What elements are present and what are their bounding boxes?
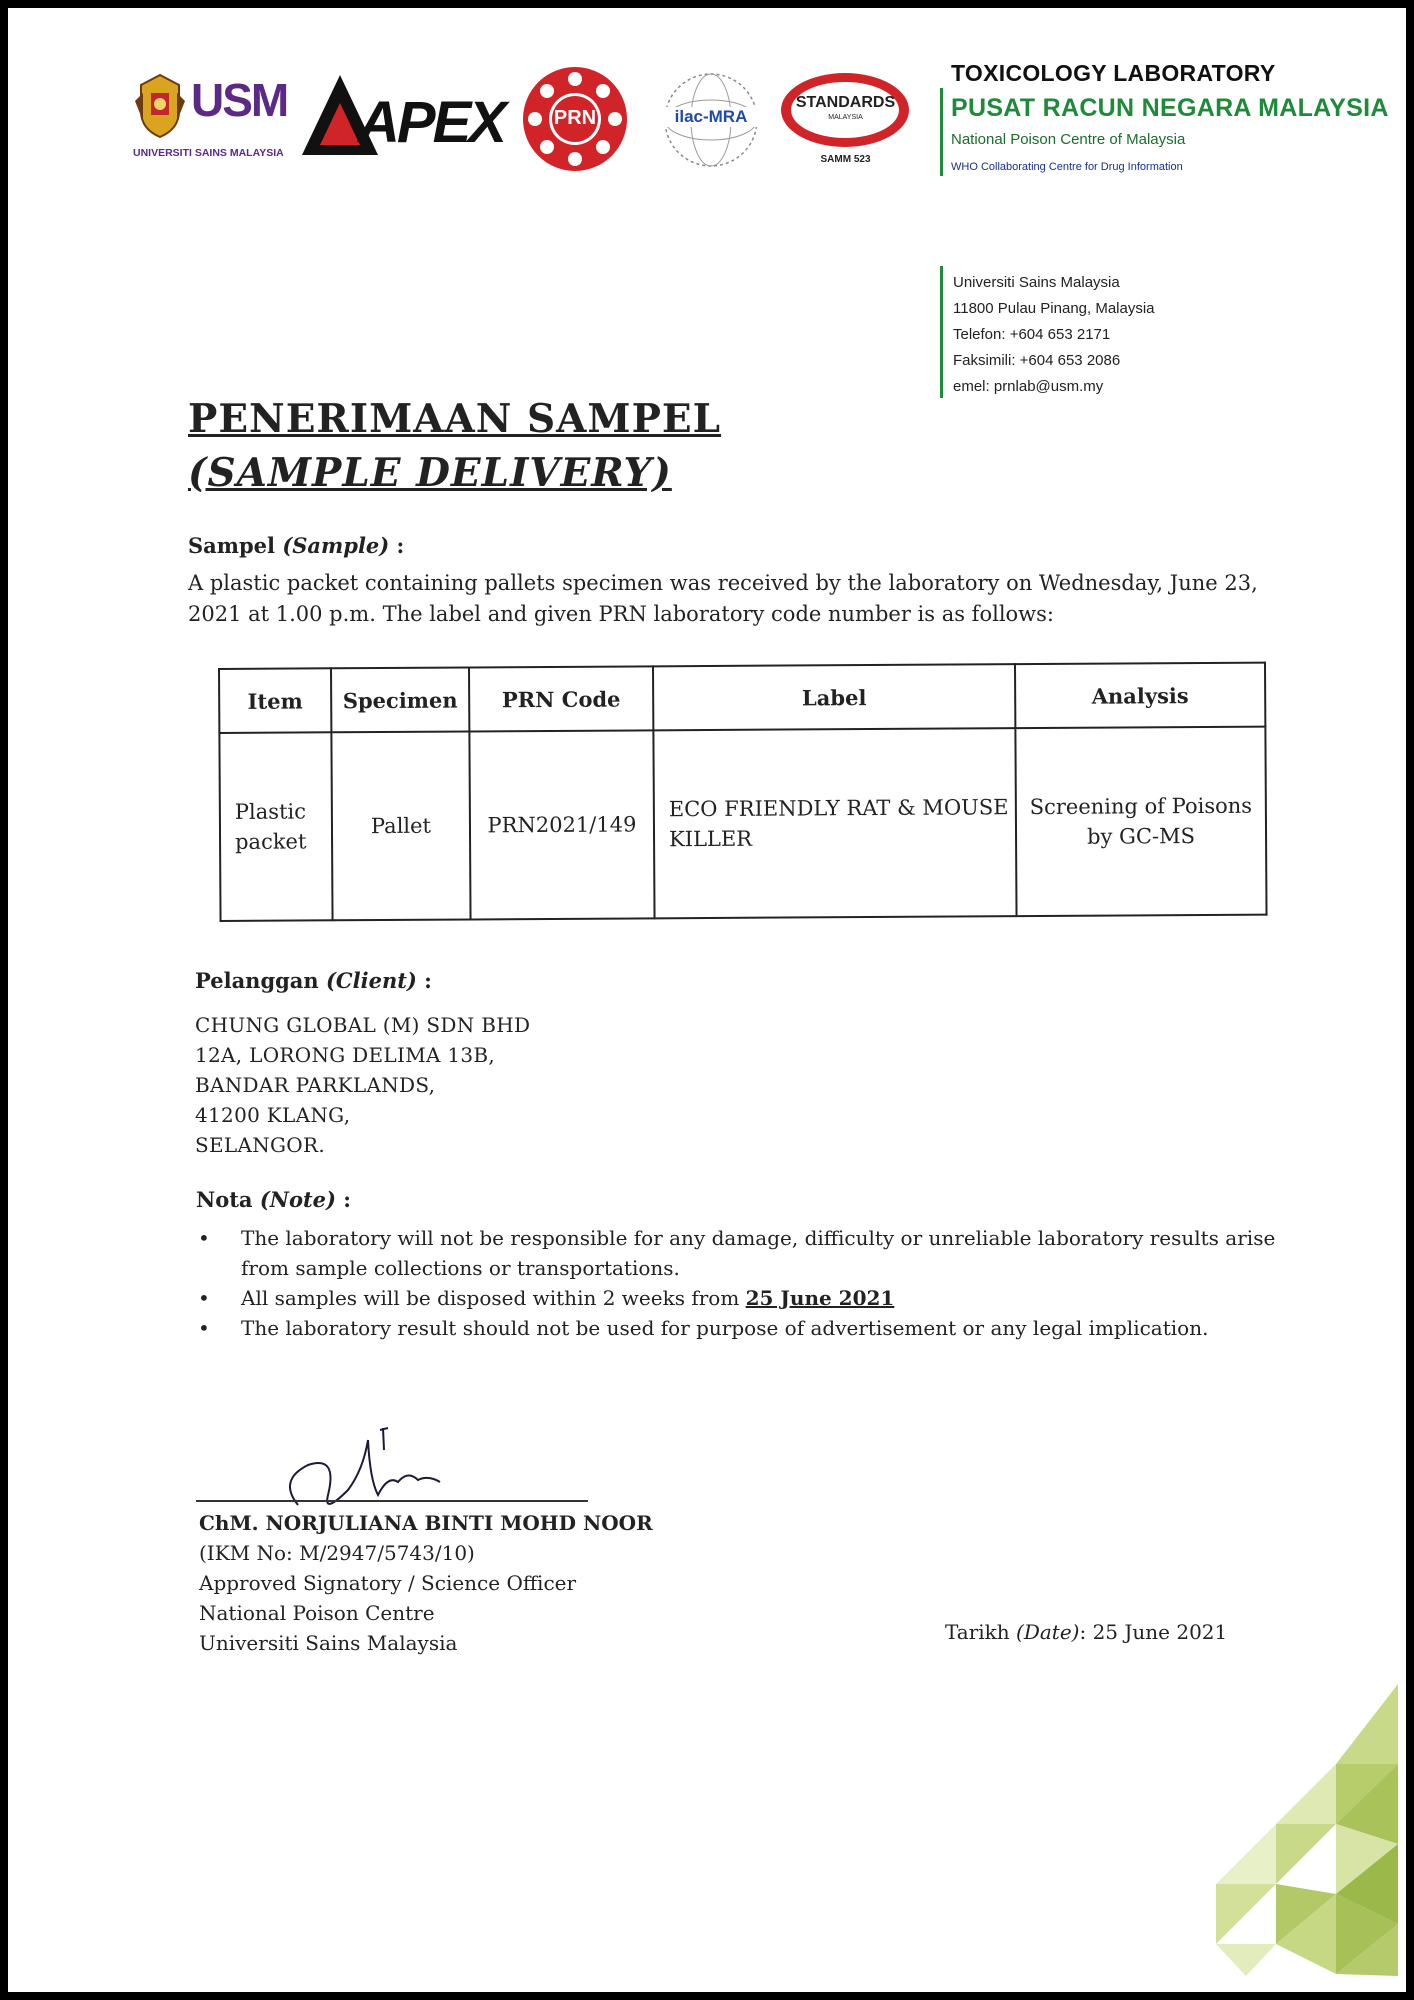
table-cell-label: ECO FRIENDLY RAT & MOUSE KILLER: [653, 728, 1016, 918]
usm-logo-text: USM: [191, 74, 288, 126]
decorative-corner-triangles: [1186, 1684, 1406, 1984]
note-colon: :: [335, 1187, 352, 1212]
client-colon: :: [416, 968, 432, 993]
note-item-text: All samples will be disposed within 2 weeks from: [241, 1286, 746, 1310]
apex-logo: [300, 73, 505, 163]
lab-subtitle: National Poison Centre of Malaysia: [951, 131, 1186, 148]
address-divider: [940, 266, 943, 398]
usm-logo-caption: UNIVERSITI SAINS MALAYSIA: [133, 147, 284, 159]
address-line: Telefon: +604 653 2171: [953, 326, 1111, 343]
prn-logo: [521, 65, 629, 173]
column-header: Specimen: [331, 667, 469, 732]
apex-logo-text: APEX: [358, 90, 504, 155]
who-collaborating-text: WHO Collaborating Centre for Drug Information: [951, 161, 1183, 173]
document-date: [945, 1620, 1227, 1644]
note-item: • The laboratory result should not be used for purpose of advertisement or any legal implication.: [196, 1313, 1276, 1343]
column-header: Label: [653, 664, 1015, 730]
signatory-university: Universiti Sains Malaysia: [199, 1631, 458, 1655]
document-title: PENERIMAAN SAMPEL: [188, 396, 722, 442]
table-cell-item: Plastic packet: [219, 732, 332, 921]
client-heading: [195, 968, 432, 993]
column-header: Item: [219, 668, 331, 733]
standards-logo-sub: MALAYSIA: [828, 114, 863, 121]
date-label-en: (Date): [1016, 1620, 1080, 1644]
usm-logo: [133, 63, 287, 163]
table-cell-analysis: Screening of Poisons by GC-MS: [1015, 727, 1266, 917]
handwritten-signature: [268, 1420, 448, 1520]
signatory-role: Approved Signatory / Science Officer: [199, 1571, 577, 1595]
standards-malaysia-logo: [778, 70, 913, 175]
sample-label: Sampel: [188, 533, 276, 558]
lab-name: PUSAT RACUN NEGARA MALAYSIA: [951, 94, 1389, 122]
standards-logo-code: SAMM 523: [820, 154, 871, 165]
header-divider: [940, 88, 943, 176]
sample-paragraph: A plastic packet containing pallets specimen was received by the laboratory on Wednesday, June 23, 2021 at 1.00 p.m. The label and given PRN laboratory code number is as follows:: [188, 571, 1258, 626]
client-line: 12A, LORONG DELIMA 13B,: [195, 1043, 496, 1067]
sample-heading: [188, 533, 404, 558]
note-label-en: (Note): [259, 1187, 336, 1212]
sample-table: [218, 662, 1268, 922]
signatory-ikm: (IKM No: M/2947/5743/10): [199, 1541, 475, 1565]
note-list: [196, 1223, 1276, 1343]
signatory-org: National Poison Centre: [199, 1601, 435, 1625]
sample-label-en: (Sample): [282, 533, 390, 558]
address-line: 11800 Pulau Pinang, Malaysia: [953, 300, 1155, 317]
note-item: [196, 1283, 1276, 1313]
document-title-en: (SAMPLE DELIVERY): [188, 450, 672, 496]
date-label: Tarikh: [945, 1620, 1010, 1644]
address-line: Faksimili: +604 653 2086: [953, 352, 1121, 369]
signatory-block: [199, 1508, 653, 1658]
client-label-en: (Client): [326, 968, 417, 993]
table-header-row: [219, 663, 1265, 733]
note-label: Nota: [196, 1187, 253, 1212]
column-header: Analysis: [1015, 663, 1265, 729]
usm-crest-icon: [133, 71, 187, 141]
address-line: emel: prnlab@usm.my: [953, 378, 1104, 395]
signature-line: [196, 1500, 588, 1502]
address-line: Universiti Sains Malaysia: [953, 274, 1120, 291]
date-value: : 25 June 2021: [1079, 1620, 1228, 1644]
disposal-date: 25 June 2021: [745, 1286, 895, 1310]
table-cell-prn-code: PRN2021/149: [469, 730, 654, 919]
ilac-logo-text: ilac-MRA: [661, 107, 761, 127]
lab-title: TOXICOLOGY LABORATORY: [951, 60, 1276, 86]
table-row: [219, 727, 1266, 921]
client-line: CHUNG GLOBAL (M) SDN BHD: [195, 1013, 531, 1037]
client-line: 41200 KLANG,: [195, 1103, 351, 1127]
lab-address: [953, 270, 1155, 400]
client-line: SELANGOR.: [195, 1133, 326, 1157]
client-label: Pelanggan: [195, 968, 319, 993]
note-heading: [196, 1187, 351, 1212]
note-item: • The laboratory will not be responsible for any damage, difficulty or unreliable laboratory results arise from sample collections or transportations.: [196, 1223, 1276, 1283]
client-line: BANDAR PARKLANDS,: [195, 1073, 436, 1097]
table-cell-specimen: Pallet: [331, 731, 470, 920]
column-header: PRN Code: [469, 666, 653, 731]
standards-logo-text: STANDARDS: [795, 94, 896, 111]
prn-logo-text: PRN: [553, 107, 597, 129]
sample-colon: :: [389, 533, 405, 558]
client-address: [195, 1010, 530, 1160]
ilac-mra-logo: [661, 70, 761, 170]
signatory-name: ChM. NORJULIANA BINTI MOHD NOOR: [199, 1511, 653, 1535]
